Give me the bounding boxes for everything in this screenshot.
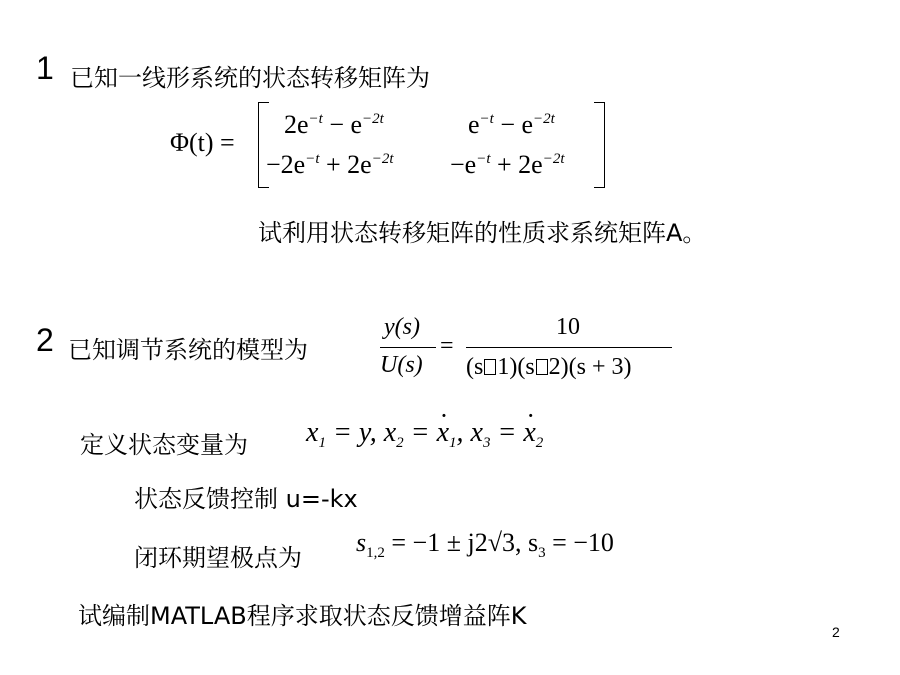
problem2-task: 试编制MATLAB程序求取状态反馈增益阵K [78,602,527,630]
matrix-r2c2: $-e^{-t} + 2e^{-2t}$ [450,150,565,179]
poles-equation: $s_{1,2} = -1 \pm j2√3$, $s_3 = -10$ [356,528,614,561]
tf-denominator: U(s) [380,352,423,378]
tf-right-denominator: (s 1)(s 2)(s + 3) [466,354,632,380]
problem1-number: 1 [36,50,54,86]
problem2-statement: 已知调节系统的模型为 [68,336,308,364]
matrix-r1c2: $e^{-t} - e^{-2t}$ [468,110,555,139]
matrix-right-bracket [594,102,605,188]
missing-glyph-box [484,359,496,375]
problem1-question: 试利用状态转移矩阵的性质求系统矩阵A。 [258,219,707,247]
tf-equals: = [440,333,454,359]
state-def-equation: $x_1 = y$, $x_2$ = · $x_1$, $x_3$ = · $x_2$ [306,417,543,452]
page-number: 2 [832,624,840,640]
problem1-statement: 已知一线形系统的状态转移矩阵为 [70,64,430,92]
state-def-label: 定义状态变量为 [80,431,248,459]
phi-lhs: Φ(t) = [170,128,235,157]
matrix-r1c1: $2e^{-t} - e^{-2t}$ [284,110,384,139]
feedback-label: 状态反馈控制 u=-kx [134,485,358,513]
problem2-number: 2 [36,322,54,358]
missing-glyph-box [536,359,548,375]
tf-left-fraction-bar [380,347,436,348]
poles-label: 闭环期望极点为 [134,544,302,572]
tf-right-numerator: 10 [556,314,580,340]
tf-numerator: y(s) [384,314,420,340]
matrix-r2c1: $-2e^{-t} + 2e^{-2t}$ [266,150,394,179]
tf-right-fraction-bar [466,347,672,348]
